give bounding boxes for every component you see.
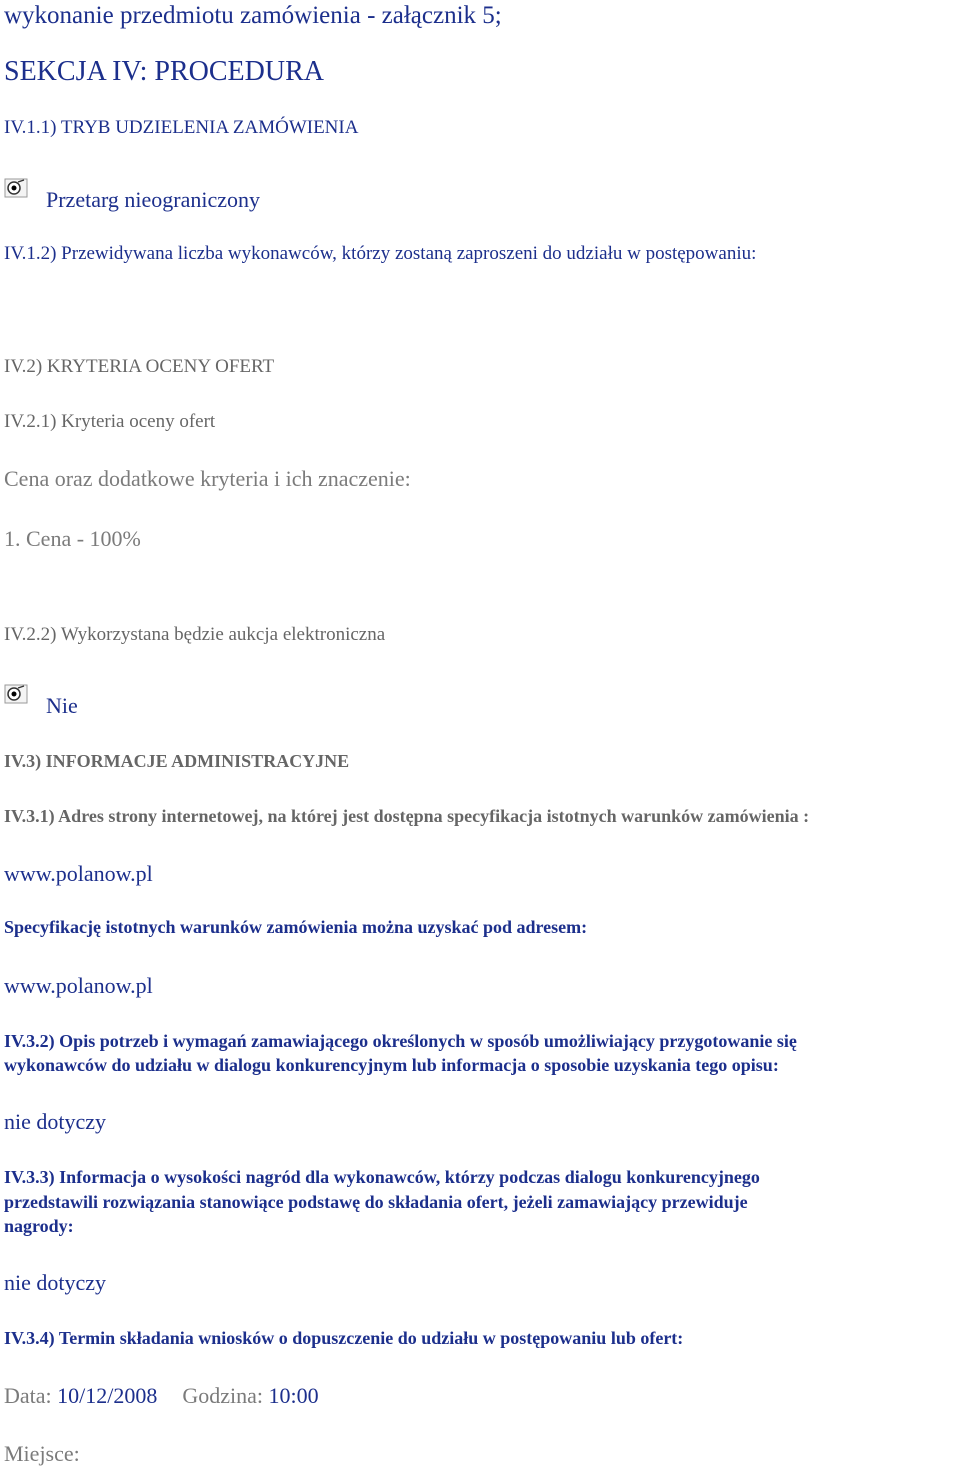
iv3-heading: IV.3) INFORMACJE ADMINISTRACYJNE	[4, 751, 350, 771]
iv31-url-1[interactable]: www.polanow.pl	[4, 861, 153, 886]
iv2-heading: IV.2) KRYTERIA OCENY OFERT	[4, 356, 275, 377]
iv33-line-2: przedstawili rozwiązania stanowiące podstawę do składania ofert, jeżeli zamawiający przewiduje	[4, 1192, 748, 1212]
date-label: Data:	[4, 1383, 52, 1408]
time-label: Godzina:	[182, 1383, 264, 1408]
criteria-label: Cena oraz dodatkowe kryteria i ich znaczenie:	[4, 466, 411, 491]
iv11-value: Przetarg nieograniczony	[46, 187, 261, 212]
iv32-line-1: IV.3.2) Opis potrzeb i wymagań zamawiającego określonych w sposób umożliwiający przygotowanie się	[4, 1031, 797, 1051]
intro-line: wykonanie przedmiotu zamówienia - załącznik 5;	[4, 2, 502, 29]
iv32-value: nie dotyczy	[4, 1109, 107, 1134]
iv31-heading: IV.3.1) Adres strony internetowej, na której jest dostępna specyfikacja istotnych warunków zamówienia :	[4, 806, 810, 826]
time-value: 10:00	[268, 1383, 319, 1408]
criteria-item: 1. Cena - 100%	[4, 526, 141, 551]
iv33-line-3: nagrody:	[4, 1216, 74, 1236]
radio-selected-icon	[4, 684, 28, 704]
iv31-spec-label: Specyfikację istotnych warunków zamówienia można uzyskać pod adresem:	[4, 917, 588, 937]
iv21-heading: IV.2.1) Kryteria oceny ofert	[4, 411, 216, 432]
place-label: Miejsce:	[4, 1441, 80, 1466]
auction-value: Nie	[46, 693, 78, 718]
deadline-row	[4, 1383, 319, 1409]
iv32-line-2: wykonawców do udziału w dialogu konkurencyjnym lub informacja o sposobie uzyskania tego opisu:	[4, 1055, 779, 1075]
iv33-value: nie dotyczy	[4, 1270, 107, 1295]
radio-selected-icon	[4, 178, 28, 198]
iv33-line-1: IV.3.3) Informacja o wysokości nagród dla wykonawców, którzy podczas dialogu konkurencyjnego	[4, 1167, 760, 1187]
section-title: SEKCJA IV: PROCEDURA	[4, 56, 324, 87]
iv34-heading: IV.3.4) Termin składania wniosków o dopuszczenie do udziału w postępowaniu lub ofert:	[4, 1328, 684, 1348]
iv12-heading: IV.1.2) Przewidywana liczba wykonawców, którzy zostaną zaproszeni do udziału w postępowaniu:	[4, 243, 757, 264]
iv31-url-2[interactable]: www.polanow.pl	[4, 973, 153, 998]
iv22-heading: IV.2.2) Wykorzystana będzie aukcja elektroniczna	[4, 624, 386, 645]
iv11-heading: IV.1.1) TRYB UDZIELENIA ZAMÓWIENIA	[4, 117, 359, 138]
date-value: 10/12/2008	[57, 1383, 158, 1408]
